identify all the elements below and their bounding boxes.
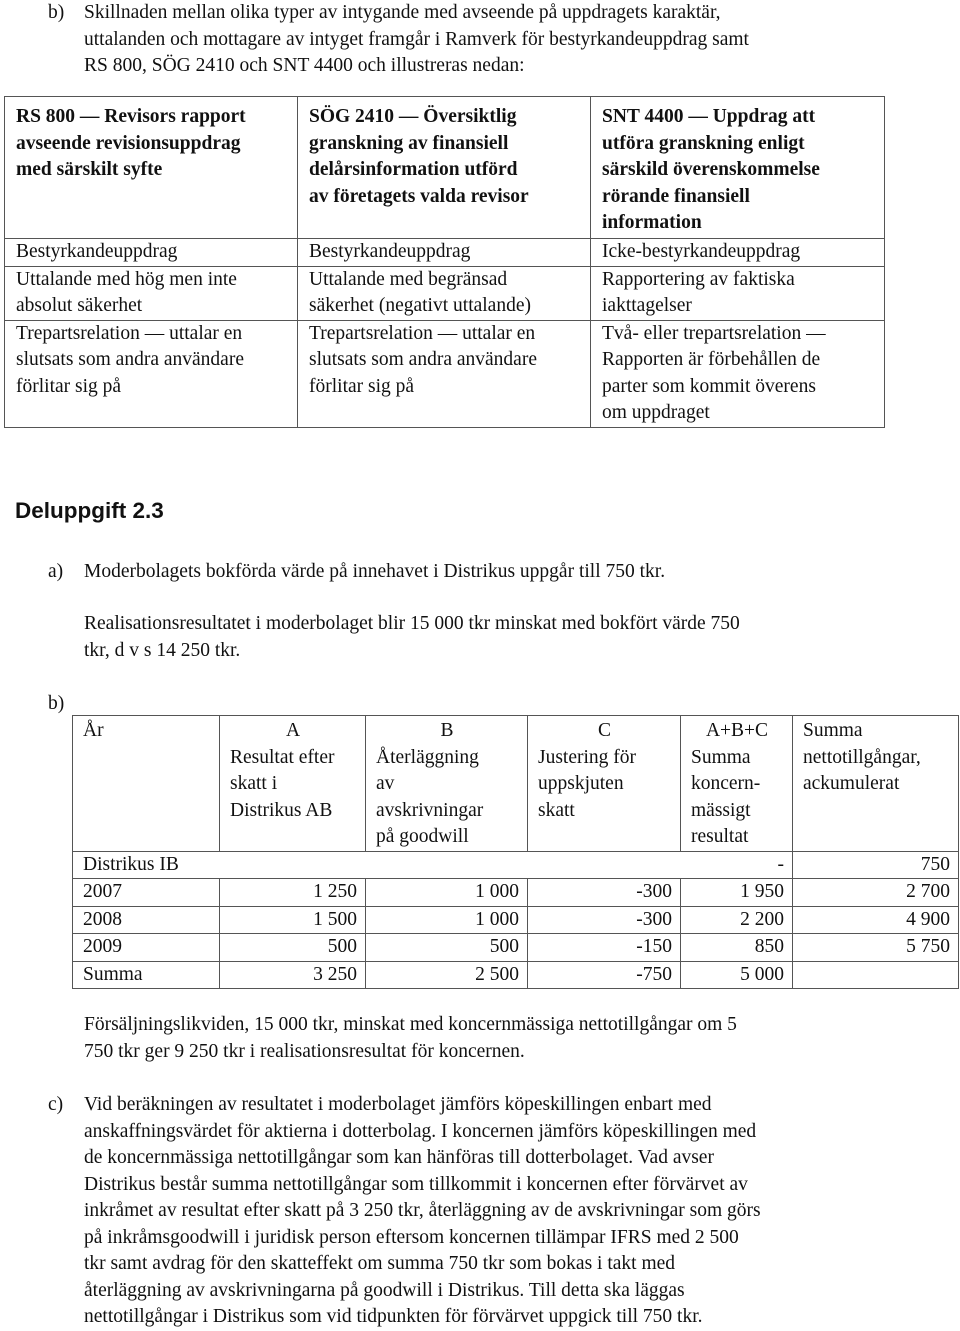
cell-b: 2 500 [366,961,528,989]
table-row-ib [73,851,959,879]
cell-sum: 850 [681,934,793,962]
cell-line: Återläggning [376,746,479,768]
goodwill-table [72,715,959,989]
goodwill-header-row [73,716,959,852]
part-b-marker: b) [48,693,65,714]
table-row [73,906,959,934]
part-b-conclusion [84,1012,737,1065]
cell-sum: - [681,851,793,879]
cell-line: slutsats som andra användare [16,349,244,370]
text-line: anskaffningsvärdet för aktierna i dotterbolag. I koncernen jämförs köpeskillingen med [84,1120,757,1142]
cell-c: -150 [528,934,681,962]
cell-line: A [285,720,301,741]
cell-line: om uppdraget [602,402,710,423]
cell-net: 5 750 [793,934,959,962]
cell [5,239,298,267]
cell-a: 1 250 [220,879,366,907]
intro-marker: b) [48,2,65,23]
text-line: de koncernmässiga nettotillgångar som kan hänföras till dotterbolaget. Vad avser [84,1147,714,1168]
table-row [73,934,959,962]
cell-b: 1 000 [366,906,528,934]
cell-net: 750 [793,851,959,879]
cell-line: Icke-bestyrkandeuppdrag [602,241,801,262]
part-c-marker: c) [48,1094,64,1115]
cell-net: 2 700 [793,879,959,907]
text-line: Realisationsresultatet i moderbolaget blir 15 000 tkr minskat med bokfört värde 750 [84,613,740,634]
cell-line: Summa [803,720,863,741]
cell-line: Summa [691,746,751,768]
header-col-a [220,716,366,852]
text-line: uttalanden och mottagare av intyget framgår i Ramverk för bestyrkandeuppdrag samt [84,28,749,50]
cell [298,266,591,320]
cell-line: Uttalande med begränsad [309,268,508,290]
cell-line: på goodwill [376,826,469,847]
section-heading: Deluppgift 2.3 [15,498,164,523]
cell-line: delårsinformation utförd [309,159,518,180]
cell-line: Två- eller trepartsrelation — [602,322,826,344]
cell [298,239,591,267]
cell-c: -300 [528,906,681,934]
cell [5,320,298,427]
cell-line: Trepartsrelation — uttalar en [16,322,243,344]
header-sog2410 [298,97,591,239]
header-year [73,716,220,852]
cell-line: av företagets valda revisor [309,185,529,207]
comparison-header-row [5,97,885,239]
cell-line: förlitar sig på [16,375,122,397]
cell-line: absolut säkerhet [16,295,143,316]
cell-line: iakttagelser [602,295,692,316]
cell-empty [528,851,681,879]
text-line: återläggning av avskrivningarna på goodwill i Distrikus. Till detta ska läggas [84,1279,685,1301]
cell-a: 3 250 [220,961,366,989]
cell [591,320,885,427]
cell-line: Bestyrkandeuppdrag [16,241,178,262]
cell-line: ackumulerat [803,773,900,794]
text-line: RS 800, SÖG 2410 och SNT 4400 och illustreras nedan: [84,55,525,76]
cell-line: rörande finansiell [602,185,750,207]
cell-empty [220,851,366,879]
comparison-table [4,96,885,428]
table-row [73,879,959,907]
intro-paragraph [84,0,749,80]
cell-net: 4 900 [793,906,959,934]
cell-a: 1 500 [220,906,366,934]
cell-b: 1 000 [366,879,528,907]
cell-year: Summa [73,961,220,989]
cell-line: SÖG 2410 — Översiktlig [309,106,517,127]
cell-sum: 5 000 [681,961,793,989]
cell-empty [366,851,528,879]
part-c-paragraph [84,1092,761,1331]
cell-line: B [440,720,454,741]
text-line: Försäljningslikviden, 15 000 tkr, minskat med koncernmässiga nettotillgångar om 5 [84,1014,737,1035]
cell-line: Rapporten är förbehållen de [602,349,821,370]
cell-line: förlitar sig på [309,375,415,397]
text-line: 750 tkr ger 9 250 tkr i realisationsresultat för koncernen. [84,1040,525,1062]
cell-line: C [597,720,611,741]
cell-line: Justering för [538,746,637,768]
cell-line: avskrivningar [376,799,484,821]
part-a-marker: a) [48,561,64,582]
header-col-sum [681,716,793,852]
cell-line: uppskjuten [538,773,624,794]
cell-line: säkerhet (negativt uttalande) [309,295,531,316]
header-snt4400 [591,97,885,239]
cell-line: särskild överenskommelse [602,159,820,180]
text-line: Distrikus består summa nettotillgångar som tillkommit i koncernen efter förvärvet av [84,1173,748,1195]
cell-year: 2009 [73,934,220,962]
header-rs800 [5,97,298,239]
text-line: nettotillgångar i Distrikus som vid tidpunkten för förvärvet uppgick till 750 tkr. [84,1306,703,1327]
cell-c: -750 [528,961,681,989]
table-row-total [73,961,959,989]
part-a-line: Moderbolagets bokförda värde på innehavet i Distrikus uppgår till 750 tkr. [84,561,666,582]
header-col-b [366,716,528,852]
cell-sum: 1 950 [681,879,793,907]
text-line: inkråmet av resultat efter skatt på 3 250 tkr, återläggning av de avskrivningar som görs [84,1200,761,1221]
cell [591,239,885,267]
text-line: tkr, d v s 14 250 tkr. [84,639,241,661]
comparison-row-relation [5,320,885,427]
cell-line: År [83,720,104,741]
cell [5,266,298,320]
cell-line: information [602,212,702,233]
cell-line: mässigt [691,799,751,821]
cell-net [793,961,959,989]
cell-a: 500 [220,934,366,962]
cell-line: RS 800 — Revisors rapport [16,106,246,127]
cell-line: Bestyrkandeuppdrag [309,241,471,262]
cell-line: slutsats som andra användare [309,349,537,370]
cell-line: SNT 4400 — Uppdrag att [602,106,816,127]
part-a-paragraph [84,611,740,664]
cell-line: Uttalande med hög men inte [16,268,237,290]
cell-line: Trepartsrelation — uttalar en [309,322,536,344]
cell-line: utföra granskning enligt [602,132,805,154]
cell-line: Resultat efter [230,746,335,768]
cell-line: av [376,773,395,794]
cell-b: 500 [366,934,528,962]
cell-line: parter som kommit överens [602,375,816,397]
text-line: Vid beräkningen av resultatet i moderbolaget jämförs köpeskillingen enbart med [84,1094,712,1115]
header-col-net [793,716,959,852]
cell-line: Rapportering av faktiska [602,268,795,290]
header-col-c [528,716,681,852]
cell-line: A+B+C [705,720,769,741]
cell [591,266,885,320]
text-line: tkr samt avdrag för den skatteffekt om summa 750 tkr som bokas i takt med [84,1253,676,1274]
comparison-row-type [5,239,885,267]
cell-line: koncern- [691,773,761,794]
cell-line: granskning av finansiell [309,132,509,154]
cell-line: nettotillgångar, [803,746,921,768]
cell-c: -300 [528,879,681,907]
text-line: på inkråmsgoodwill i juridisk person eftersom koncernen tillämpar IFRS med 2 500 [84,1226,739,1248]
cell-year: 2007 [73,879,220,907]
cell-line: skatt [538,799,575,821]
text-line: Skillnaden mellan olika typer av intygande med avseende på uppdragets karaktär, [84,2,721,23]
cell-line: avseende revisionsuppdrag [16,132,241,154]
cell [298,320,591,427]
cell-year: 2008 [73,906,220,934]
cell-line: skatt i [230,773,278,794]
cell-label: Distrikus IB [73,851,220,879]
cell-sum: 2 200 [681,906,793,934]
cell-line: resultat [691,826,749,847]
cell-line: med särskilt syfte [16,159,163,180]
comparison-row-assurance [5,266,885,320]
cell-line: Distrikus AB [230,799,333,821]
